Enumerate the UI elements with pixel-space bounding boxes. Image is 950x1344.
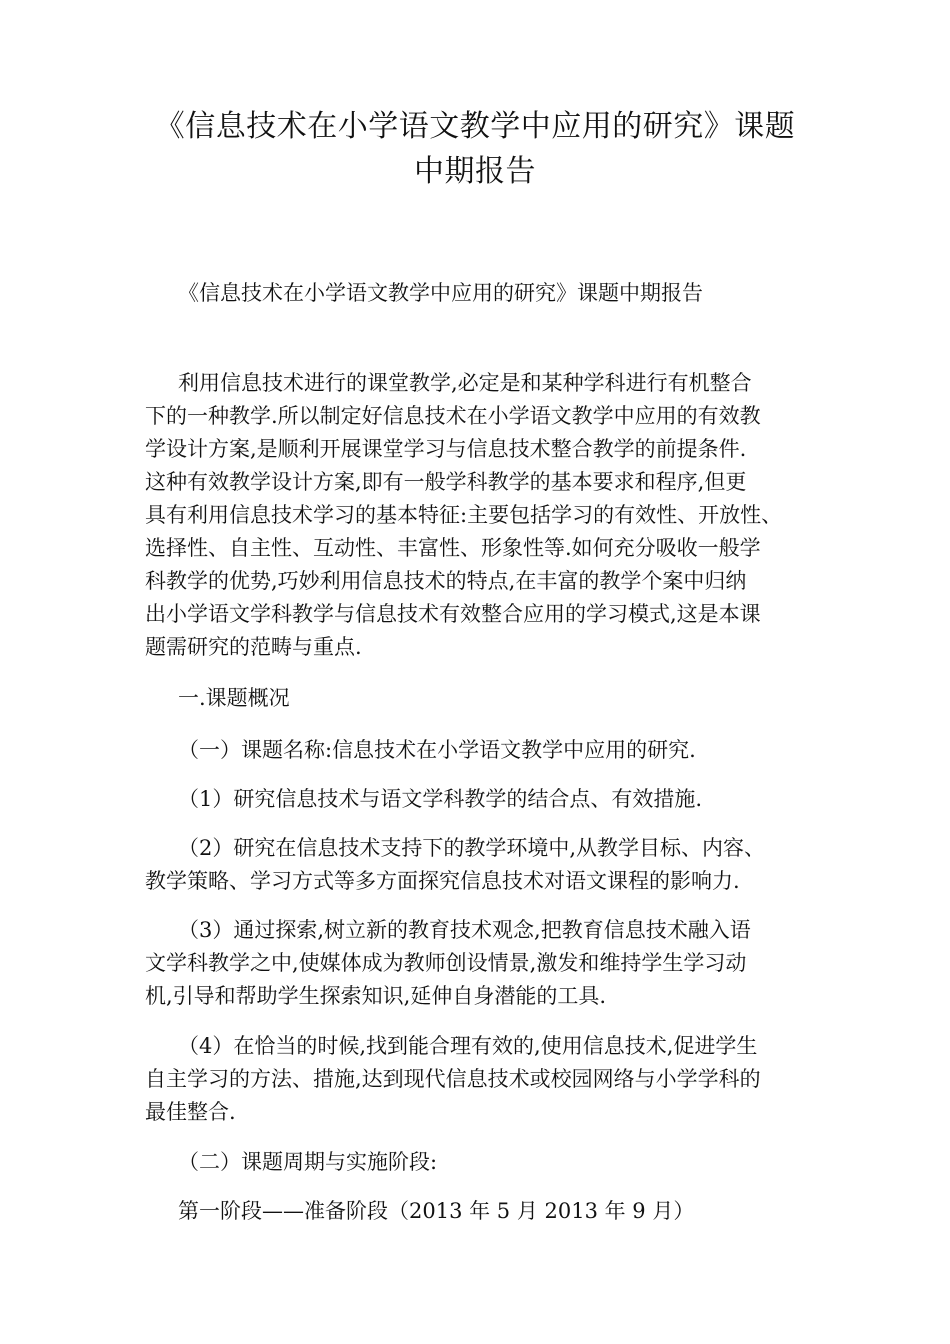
item-2-line: （2）研究在信息技术支持下的教学环境中,从教学目标、内容、 xyxy=(178,836,766,860)
subsection-2-heading: （二）课题周期与实施阶段: xyxy=(178,1150,438,1174)
item-1: （1）研究信息技术与语文学科教学的结合点、有效措施. xyxy=(178,787,703,811)
intro-line: 利用信息技术进行的课堂教学,必定是和某种学科进行有机整合 xyxy=(178,371,752,395)
intro-line: 这种有效教学设计方案,即有一般学科教学的基本要求和程序,但更 xyxy=(145,470,747,494)
intro-line: 具有利用信息技术学习的基本特征:主要包括学习的有效性、开放性、 xyxy=(145,503,783,527)
subsection-1-heading: （一）课题名称:信息技术在小学语文教学中应用的研究. xyxy=(178,738,696,762)
section-1-heading: 一.课题概况 xyxy=(178,686,290,710)
document-subtitle: 《信息技术在小学语文教学中应用的研究》课题中期报告 xyxy=(178,281,703,305)
item-4-line: 最佳整合. xyxy=(145,1100,236,1124)
intro-line: 科教学的优势,巧妙利用信息技术的特点,在丰富的教学个案中归纳 xyxy=(145,569,747,593)
intro-line: 学设计方案,是顺利开展课堂学习与信息技术整合教学的前提条件. xyxy=(145,437,747,461)
item-3-line: 文学科教学之中,使媒体成为教师创设情景,激发和维持学生学习动 xyxy=(145,951,747,975)
item-3-line: （3）通过探索,树立新的教育技术观念,把教育信息技术融入语 xyxy=(178,918,751,942)
document-title-line-2: 中期报告 xyxy=(414,154,536,189)
item-3-line: 机,引导和帮助学生探索知识,延伸自身潜能的工具. xyxy=(145,984,607,1008)
document-title-line-1: 《信息技术在小学语文教学中应用的研究》课题 xyxy=(154,109,796,144)
stage-1: 第一阶段——准备阶段（2013 年 5 月 2013 年 9 月） xyxy=(178,1199,695,1223)
item-4-line: （4）在恰当的时候,找到能合理有效的,使用信息技术,促进学生 xyxy=(178,1034,758,1058)
intro-line: 下的一种教学.所以制定好信息技术在小学语文教学中应用的有效教 xyxy=(145,404,761,428)
intro-line: 题需研究的范畴与重点. xyxy=(145,635,362,659)
intro-line: 选择性、自主性、互动性、丰富性、形象性等.如何充分吸收一般学 xyxy=(145,536,761,560)
intro-line: 出小学语文学科教学与信息技术有效整合应用的学习模式,这是本课 xyxy=(145,602,761,626)
item-2-line: 教学策略、学习方式等多方面探究信息技术对语文课程的影响力. xyxy=(145,869,740,893)
item-4-line: 自主学习的方法、措施,达到现代信息技术或校园网络与小学学科的 xyxy=(145,1067,761,1091)
